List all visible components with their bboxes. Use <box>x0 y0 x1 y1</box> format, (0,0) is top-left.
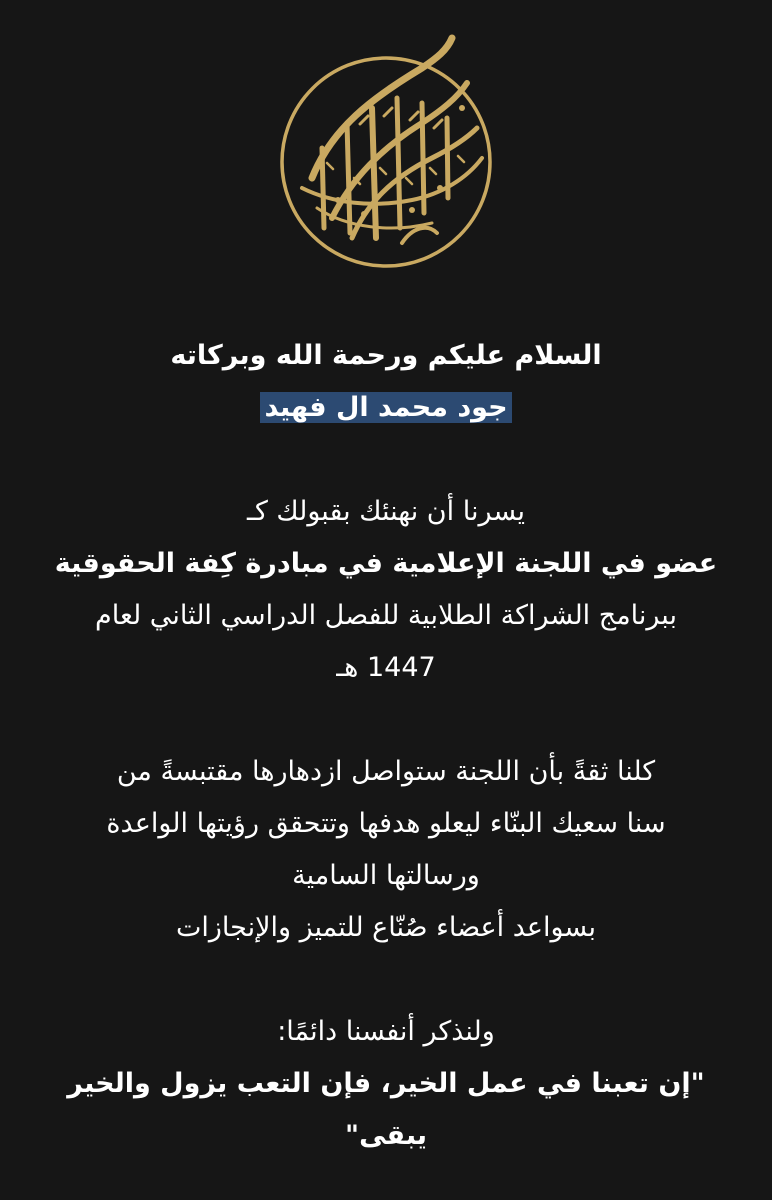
role-text: عضو في اللجنة الإعلامية في مبادرة كِفة الحقوقية <box>54 548 718 579</box>
paragraph-line-4: بسواعد أعضاء صُنّاع للتميز والإنجازات <box>175 912 597 943</box>
spacer <box>0 694 772 746</box>
program-text: ببرنامج الشراكة الطلابية للفصل الدراسي الثاني لعام <box>95 600 677 631</box>
recipient-name: جود محمد ال فهيد <box>260 392 511 423</box>
congratulation-message <box>0 330 772 1162</box>
greeting: السلام عليكم ورحمة الله وبركاته <box>170 340 602 371</box>
calligraphy-logo <box>272 28 504 268</box>
calligraphy-seal-icon <box>272 28 504 268</box>
paragraph-line-2: سنا سعيك البنّاء ليعلو هدفها وتتحقق رؤيتها الواعدة <box>106 808 666 839</box>
spacer <box>0 434 772 486</box>
spacer <box>0 954 772 1006</box>
quote-line-1: "إن تعبنا في عمل الخير، فإن التعب يزول والخير <box>67 1068 705 1099</box>
year-text: 1447 هـ <box>336 652 436 683</box>
quote-line-2: يبقى" <box>345 1120 427 1151</box>
recipient-line <box>0 382 772 434</box>
paragraph-line-3: ورسالتها السامية <box>292 860 480 891</box>
intro-text: يسرنا أن نهنئك بقبولك كـ <box>247 496 525 527</box>
paragraph-line-1: كلنا ثقةً بأن اللجنة ستواصل ازدهارها مقتبسةً من <box>116 756 656 787</box>
reminder-text: ولنذكر أنفسنا دائمًا: <box>277 1016 495 1047</box>
